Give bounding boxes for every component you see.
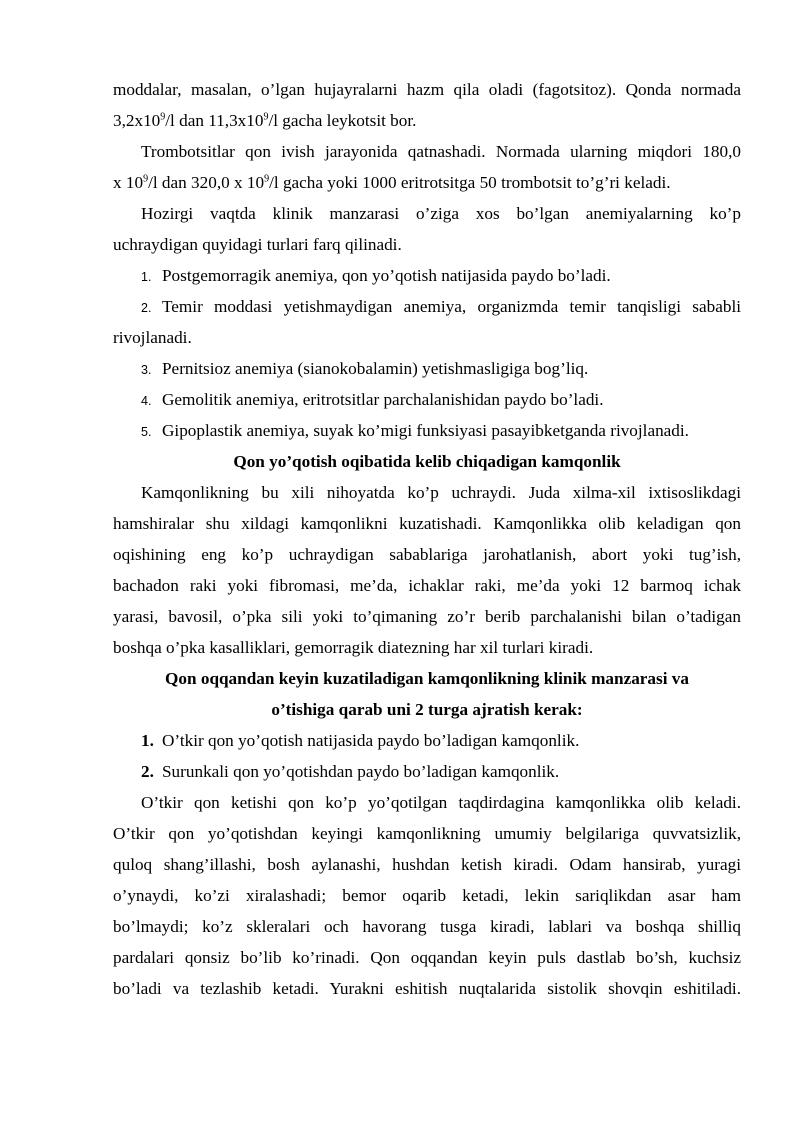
section-heading-line-1: Qon oqqandan keyin kuzatiladigan kamqonlikning klinik manzarasi va	[165, 669, 689, 688]
paragraph-4-line: hamshiralar shu xildagi kamqonlikni kuzatishadi. Kamqonlikka olib keladigan qon	[113, 514, 741, 533]
paragraph-4-line: bachadon raki yoki fibromasi, me’da, ichaklar raki, me’da yoki 12 barmoq ichak	[113, 576, 741, 595]
paragraph-5-line: o’ynaydi, ko’zi xiralashadi; bemor oqarib ketadi, lekin sariqlikdan asar ham	[113, 886, 741, 905]
paragraph-4-line: boshqa o’pka kasalliklari, gemorragik diatezning har xil turlari kiradi.	[113, 638, 594, 657]
paragraph-3-line-1: Hozirgi vaqtda klinik manzarasi o’ziga xos bo’lgan anemiyalarning ko’p	[141, 204, 741, 223]
paragraph-5-line: O’tkir qon ketishi qon ko’p yo’qotilgan taqdirdagina kamqonlikka olib keladi.	[141, 793, 741, 812]
list-text: Surunkali qon yo’qotishdan paydo bo’ladigan kamqonlik.	[162, 762, 560, 781]
list-number: 5.	[141, 425, 152, 439]
paragraph-2-line-1: Trombotsitlar qon ivish jarayonida qatnashadi. Normada ularning miqdori 180,0	[141, 142, 741, 161]
paragraph-2-line-2: x $10^9/l$ dan 320,0 x $10^9/l$ gacha yoki 1000 eritrotsitga 50 trombotsit to’g’ri keladi.	[113, 173, 671, 192]
list-number: 1.	[141, 731, 154, 750]
list-text: Temir moddasi yetishmaydigan anemiya, organizmda temir tanqisligi sababli	[162, 297, 741, 316]
list-item	[113, 384, 741, 415]
list-item-continuation: rivojlanadi.	[113, 328, 192, 347]
paragraph-5-line: O’tkir qon yo’qotishdan keyingi kamqonlikning umumiy belgilariga quvvatsizlik,	[113, 824, 741, 843]
section-heading: Qon yo’qotish oqibatida kelib chiqadigan kamqonlik	[233, 452, 621, 471]
list-item	[113, 353, 741, 384]
list-item	[113, 756, 741, 787]
list-text: Pernitsioz anemiya (sianokobalamin) yetishmasligiga bog’liq.	[162, 359, 589, 378]
list-item	[113, 260, 741, 291]
list-number: 1.	[141, 270, 152, 284]
paragraph-5-line: pardalari qonsiz bo’lib ko’rinadi. Qon oqqandan keyin puls dastlab bo’sh, kuchsiz	[113, 948, 741, 967]
paragraph-3-line-2: uchraydigan quyidagi turlari farq qilinadi.	[113, 235, 402, 254]
list-text: Gemolitik anemiya, eritrotsitlar parchalanishidan paydo bo’ladi.	[162, 390, 604, 409]
paragraph-5-line: bo’lmaydi; ko’z skleralari och havorang tusga kiradi, lablari va boshqa shilliq	[113, 917, 741, 936]
paragraph-1-line-1: moddalar, masalan, o’lgan hujayralarni hazm qila oladi (fagotsitoz). Qonda normada	[113, 80, 741, 99]
list-text: Postgemorragik anemiya, qon yo’qotish natijasida paydo bo’ladi.	[162, 266, 611, 285]
list-number: 2.	[141, 301, 152, 315]
paragraph-5-line: quloq shang’illashi, bosh aylanashi, hushdan ketish kiradi. Odam hansirab, yuragi	[113, 855, 741, 874]
section-heading-line-2: o’tishiga qarab uni 2 turga ajratish kerak:	[271, 700, 583, 719]
list-number: 2.	[141, 762, 154, 781]
list-item	[113, 725, 741, 756]
document-page	[113, 74, 741, 1004]
list-number: 4.	[141, 394, 152, 408]
paragraph-4-line: yarasi, bavosil, o’pka sili yoki to’qimaning zo’r berib parchalanishi bilan o’tadigan	[113, 607, 741, 626]
list-number: 3.	[141, 363, 152, 377]
paragraph-1-line-2: $3,2x10^9/l$ dan $11,3x10^9/l$ gacha leykotsit bor.	[113, 111, 417, 130]
paragraph-5-line: bo’ladi va tezlashib ketadi. Yurakni eshitish nuqtalarida sistolik shovqin eshitiladi.	[113, 979, 741, 998]
paragraph-4-line: oqishining eng ko’p uchraydigan sabablariga jarohatlanish, abort yoki tug’ish,	[113, 545, 741, 564]
list-item	[113, 291, 741, 322]
list-item	[113, 415, 741, 446]
list-text: Gipoplastik anemiya, suyak ko’migi funksiyasi pasayibketganda rivojlanadi.	[162, 421, 689, 440]
paragraph-4-line: Kamqonlikning bu xili nihoyatda ko’p uchraydi. Juda xilma-xil ixtisoslikdagi	[141, 483, 741, 502]
list-text: O’tkir qon yo’qotish natijasida paydo bo’ladigan kamqonlik.	[162, 731, 580, 750]
